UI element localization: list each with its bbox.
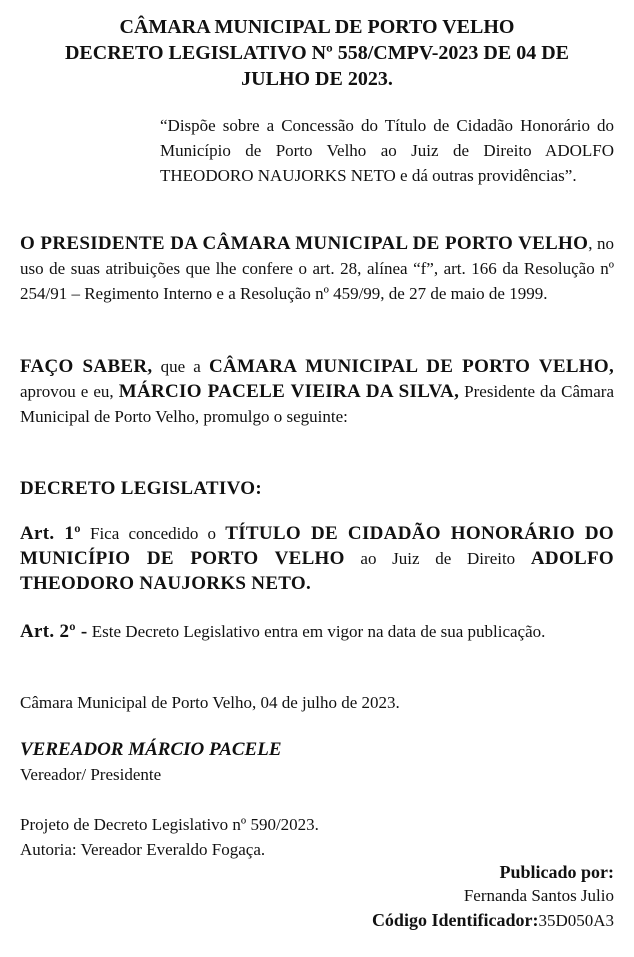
document-header [30, 14, 604, 92]
article-1-text-2: ao Juiz de Direito [344, 549, 531, 568]
article-1 [20, 521, 614, 596]
announcement-lead: FAÇO SABER, [20, 356, 153, 377]
header-chamber-name: CÂMARA MUNICIPAL DE PORTO VELHO [119, 16, 515, 38]
signature-role: Vereador/ Presidente [20, 765, 162, 784]
announcement-president-name: MÁRCIO PACELE VIEIRA DA SILVA, [118, 381, 460, 402]
announcement-text-3: Presidente da Câmara Municipal de Porto Velho, promulgo o seguinte: [20, 382, 615, 426]
publisher-name: Fernanda Santos Julio [463, 886, 614, 905]
identifier-label: Código Identificador: [371, 910, 539, 930]
decree-summary: “Dispõe sobre a Concessão do Título de Cidadão Honorário do Município de Porto Velho ao Juiz de Direito ADOLFO THEODORO NAUJORKS NETO e dá outras providências”. [160, 116, 614, 185]
signature-name: VEREADOR MÁRCIO PACELE [20, 739, 282, 760]
article-2 [20, 619, 614, 644]
article-1-honoree: ADOLFO THEODORO NAUJORKS NETO. [20, 548, 614, 594]
project-author: Autoria: Vereador Everaldo Fogaça. [20, 840, 266, 859]
header-decree-title: DECRETO LEGISLATIVO Nº 558/CMPV-2023 DE 04 DE [64, 42, 570, 64]
project-number: Projeto de Decreto Legislativo nº 590/2023. [20, 815, 319, 834]
identifier-code: 35D050A3 [538, 911, 614, 930]
announcement-paragraph [20, 354, 614, 429]
project-info [20, 812, 614, 862]
article-2-text: Este Decreto Legislativo entra em vigor na data de sua publicação. [87, 622, 546, 641]
publication-label: Publicado por: [499, 862, 614, 882]
preamble-authority: O PRESIDENTE DA CÂMARA MUNICIPAL DE PORTO VELHO [20, 233, 589, 254]
publication-info [372, 860, 614, 933]
place-and-date: Câmara Municipal de Porto Velho, 04 de julho de 2023. [20, 693, 400, 712]
announcement-text-2: aprovou e eu, [20, 382, 119, 401]
announcement-chamber: CÂMARA MUNICIPAL DE PORTO VELHO, [208, 356, 614, 377]
identifier-line [372, 908, 614, 933]
article-1-label: Art. 1º [20, 523, 81, 544]
preamble-paragraph [20, 231, 614, 306]
header-decree-date: JULHO DE 2023. [241, 68, 393, 90]
article-1-text-1: Fica concedido o [80, 524, 226, 543]
announcement-text-1: que a [152, 357, 209, 376]
preamble-text: , no uso de suas atribuições que lhe confere o art. 28, alínea “f”, art. 166 da Resolução nº 254/91 – Regimento Interno e a Resolução nº 459/99, de 27 de maio de 1999. [20, 234, 615, 303]
signature-block [20, 737, 614, 787]
decree-heading: DECRETO LEGISLATIVO: [20, 478, 262, 499]
article-2-label: Art. 2º - [20, 621, 88, 642]
article-1-title: TÍTULO DE CIDADÃO HONORÁRIO DO MUNICÍPIO DE PORTO VELHO [20, 523, 614, 569]
